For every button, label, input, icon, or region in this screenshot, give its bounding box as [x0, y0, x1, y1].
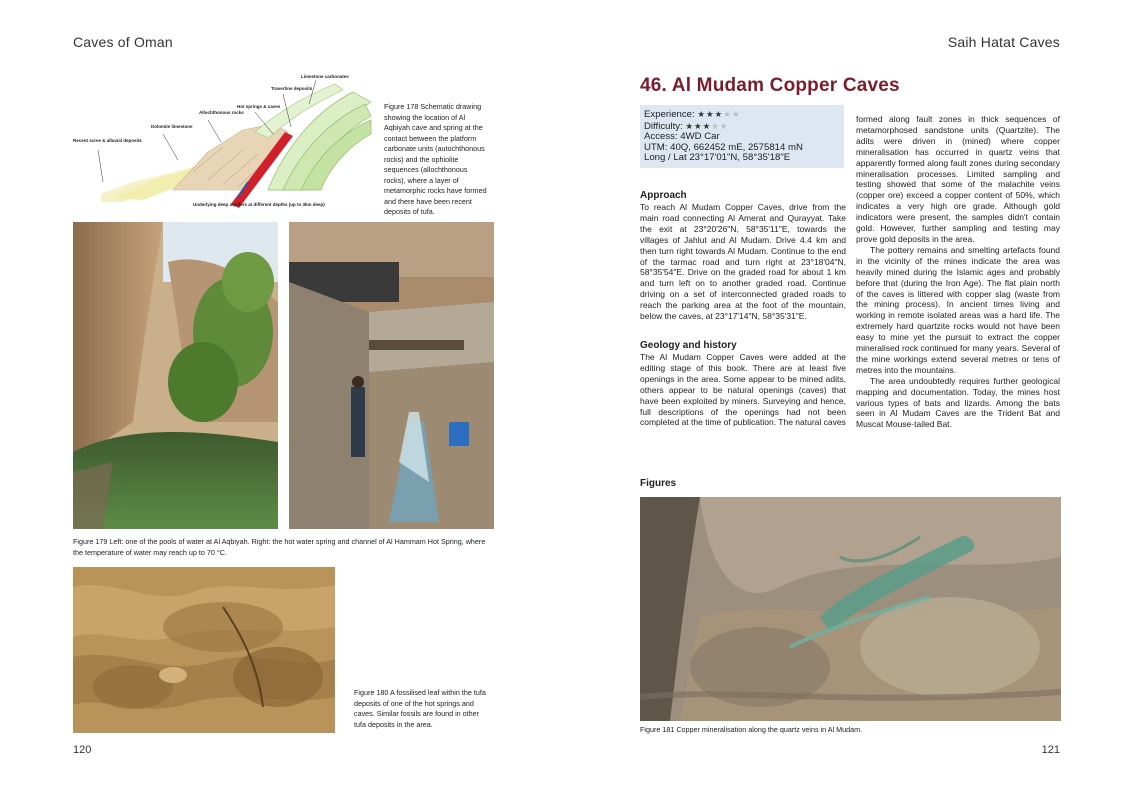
access-row: Access: 4WD Car — [644, 131, 720, 143]
star-filled-icon: ★ — [705, 109, 715, 119]
approach-paragraph: To reach Al Mudam Copper Caves, drive from the main road connecting Al Amerat and Qurayyat. Take the exit at 23°20'26"N, 58°35'11"E, towards the villages of Jahlut and Al Mudam. Drive 4.4 km and then turn right towards Al Mudam. Continue to the end of the tarmac road and turn right at 23°18'04"N, 58°35'54"E. Drive on the graded road for about 1 km and turn left on to another graded road. Continue driving on a set of interconnected graded roads to reach the parking area at the foot of the mountain, below the caves, at 23°17'14"N, 58°35'31"E. — [640, 202, 846, 322]
pool-photo-svg — [73, 222, 278, 529]
fossil-leaf-photo — [73, 567, 335, 733]
figure-181-caption: Figure 181 Copper mineralisation along the quartz veins in Al Mudam. — [640, 725, 863, 734]
label-recent-scree: Recent scree & alluvial deposits — [73, 138, 142, 143]
figures-heading: Figures — [640, 478, 677, 489]
experience-row — [644, 109, 838, 121]
person-figure — [351, 387, 365, 457]
right-page-number: 121 — [1041, 744, 1060, 756]
experience-label: Experience: — [644, 109, 695, 120]
star-filled-icon: ★ — [694, 120, 703, 131]
figure-179-caption: Figure 179 Left: one of the pools of water at Al Aqbiyah. Right: the hot water spring and channel of Al Hammam Hot Spring, where the temperature of water may reach up to 70 °C. — [73, 537, 486, 557]
figure-180-caption: Figure 180 A fossilised leaf within the tufa deposits of one of the hot springs and caves. Similar fossils are found in other tufa deposits in the area. — [354, 688, 486, 729]
chapter-title: 46. Al Mudam Copper Caves — [640, 75, 900, 96]
copper-photo-svg — [640, 497, 1061, 721]
fossil-photo-svg — [73, 567, 335, 733]
hot-spring-photo-svg — [289, 222, 494, 529]
label-dolomite: Dolomite limestone — [151, 124, 193, 129]
schematic-svg — [73, 72, 373, 222]
hot-spring-photo — [289, 222, 494, 529]
label-hot-springs: Hot springs & caves — [237, 104, 281, 109]
right-page-header: Saih Hatat Caves — [947, 34, 1060, 50]
pottery-paragraph: The pottery remains and smelting artefacts found in the vicinity of the mines indicate the area was heavily mined during the Islamic ages and probably before that (during the Iron Age). The flat plain north of the caves is littered with copper slag (waste from the mining process). In ancient times living and working in remote isolated areas was a hard life. The extremely hard quartzite rocks would not have been easy to mine yet the pursuit to extract the copper mineralised rock continued for many years. Several of the mine workings extend several metres or tens of metres into the mountains. — [856, 244, 1060, 375]
text-column-left — [640, 190, 846, 428]
utm-row: UTM: 40Q, 662452 mE, 2575814 mN — [644, 141, 803, 153]
geology-heading: Geology and history — [640, 339, 737, 351]
approach-heading: Approach — [640, 190, 687, 201]
difficulty-label: Difficulty: — [644, 120, 683, 132]
label-aquifer: Underlying deep aquifers at different depths (up to 3km deep) — [193, 202, 325, 207]
label-allochthonous: Allochthonous rocks — [199, 110, 244, 115]
cave-info-box — [640, 105, 844, 168]
conclusion-paragraph: The area undoubtedly requires further geological mapping and documentation. Today, the mines host various types of bats and lizards. Among the bats seen in Al Mudam Caves are the Trident Bat and Muscat Mouse-tailed Bat. — [856, 375, 1060, 430]
figure-178-caption: Figure 178 Schematic drawing showing the location of Al Aqbiyah cave and spring at the contact between the platform carbonate units (autochthonous rocks) and the ophiolite sequences (allochthonous rocks), where a layer of metamorphic rocks have formed and there have been recent deposits of tufa. — [384, 102, 487, 216]
latlong-row: Long / Lat 23°17'01"N, 58°35'18"E — [644, 152, 791, 164]
text-column-right — [856, 114, 1060, 430]
star-filled-icon: ★ — [685, 120, 695, 131]
star-empty-icon: ★ — [711, 120, 720, 131]
copper-mineralisation-photo — [640, 497, 1061, 721]
experience-rating-stars — [697, 109, 740, 119]
star-filled-icon: ★ — [714, 109, 724, 119]
difficulty-rating-stars — [685, 121, 728, 131]
star-filled-icon: ★ — [702, 120, 712, 131]
star-empty-icon: ★ — [731, 109, 741, 119]
geology-paragraph-part2: formed along fault zones in thick sequences of metamorphosed sandstone units (Quartzite). The adits were driven in (mined) where copper mineralisation has occurred in quartz veins that apparently formed along fault zones during secondary mineralisation processes. Limited sampling and testing showed that some of the malachite veins (copper ore) exceed a copper content of 50%, which indicates a very high ore grade. Although gold indicators were present, the samples didn't contain gold. However, further sampling and testing may prove gold deposits in the area. — [856, 114, 1060, 244]
pool-photo — [73, 222, 278, 529]
star-filled-icon: ★ — [697, 109, 706, 119]
geology-paragraph-part1: The Al Mudam Copper Caves were added at the editing stage of this book. There are at least five openings in the area. Some appear to be mined adits, others appear to be natural openings (caves) that have been exploited by miners. Surveying and hence, full descriptions of the openings had not been completed at the time of publication. The natural caves — [640, 351, 846, 428]
left-page-number: 120 — [73, 744, 92, 756]
left-page-header: Caves of Oman — [73, 34, 173, 50]
star-empty-icon: ★ — [723, 109, 732, 119]
label-limestone: Limestone carbonates — [301, 74, 349, 79]
star-empty-icon: ★ — [719, 120, 729, 131]
label-travertine: Travertine deposits — [271, 86, 313, 91]
geology-schematic-diagram — [73, 72, 373, 222]
